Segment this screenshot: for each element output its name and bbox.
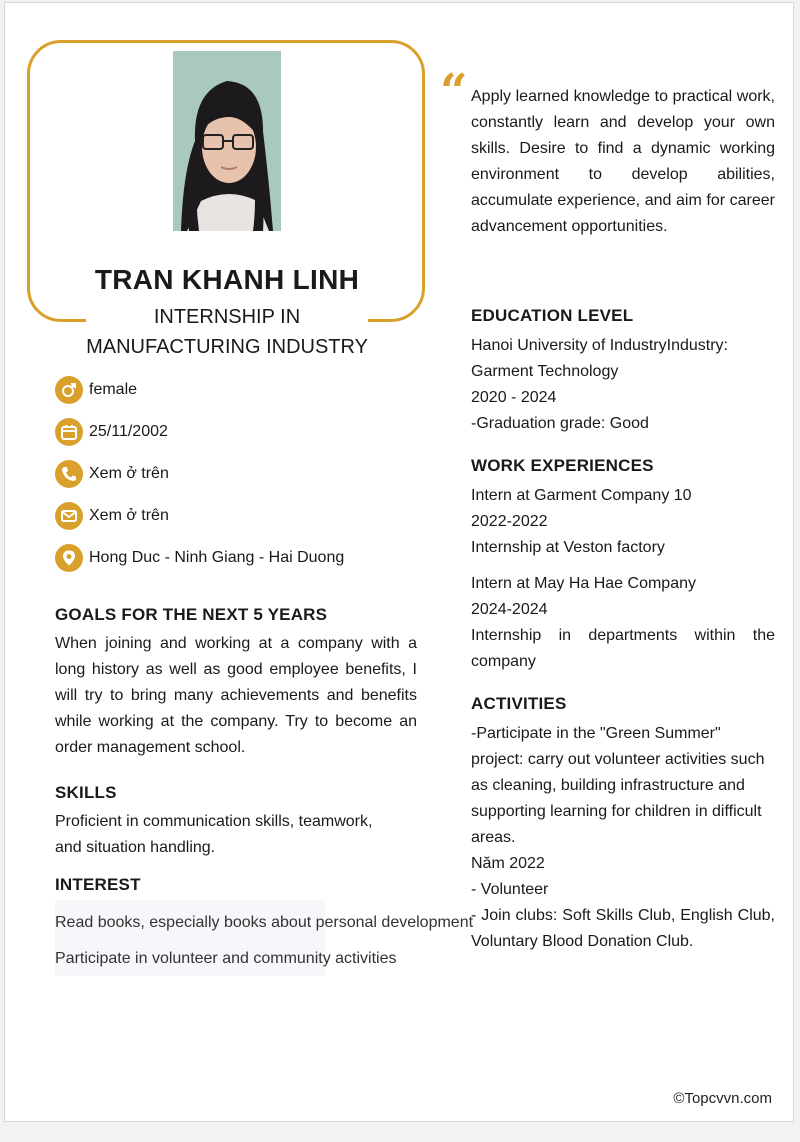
gender-value: female xyxy=(89,381,138,398)
gender-icon xyxy=(55,376,83,404)
education-grade: -Graduation grade: Good xyxy=(471,415,649,432)
activities-year: Năm 2022 xyxy=(471,855,545,872)
education-major: Garment Technology xyxy=(471,363,619,380)
activities-title: ACTIVITIES xyxy=(471,694,567,713)
activities-details xyxy=(471,721,775,955)
career-objective: Apply learned knowledge to practical work, constantly learn and develop your own skills. Desire to find a dynamic working environment to develop abilities, accumulate experience, and aim for career advancement opportunities. xyxy=(471,88,775,235)
skills-title: SKILLS xyxy=(55,783,117,802)
location-icon xyxy=(55,544,83,572)
interest-item: Participate in volunteer and community activities xyxy=(55,950,397,967)
skills-line-1: Proficient in communication skills, teamwork, xyxy=(55,813,373,830)
interest-list xyxy=(55,900,474,976)
email-icon xyxy=(55,502,83,530)
work-job-2 xyxy=(471,571,775,675)
candidate-name: TRAN KHANH LINH xyxy=(94,264,360,295)
info-row-phone xyxy=(55,459,169,489)
candidate-role xyxy=(27,302,427,362)
info-row-email xyxy=(55,501,169,531)
quote-icon: “ xyxy=(440,64,468,120)
education-title: EDUCATION LEVEL xyxy=(471,306,634,325)
info-row-address xyxy=(55,543,344,573)
email-value: Xem ở trên xyxy=(89,507,169,524)
activities-clubs: - Join clubs: Soft Skills Club, English Club, Voluntary Blood Donation Club. xyxy=(471,907,775,950)
job-position: Intern at Garment Company 10 xyxy=(471,487,692,504)
goals-title: GOALS FOR THE NEXT 5 YEARS xyxy=(55,605,328,624)
role-line-2: MANUFACTURING INDUSTRY xyxy=(86,336,368,358)
job-detail: Internship in departments within the company xyxy=(471,627,775,670)
phone-icon xyxy=(55,460,83,488)
role-line-1: INTERNSHIP IN xyxy=(153,306,301,328)
birthday-value: 25/11/2002 xyxy=(89,423,168,440)
activities-text: -Participate in the "Green Summer" project: carry out volunteer activities such as cleaning, building infrastructure and supporting learning for children in difficult areas. xyxy=(471,725,765,846)
education-school: Hanoi University of IndustryIndustry: xyxy=(471,337,728,354)
job-period: 2022-2022 xyxy=(471,513,548,530)
copyright-text: ©Topcvvn.com xyxy=(673,1090,772,1107)
skills-text xyxy=(55,809,417,861)
skills-line-2: and situation handling. xyxy=(55,839,216,856)
info-row-birthday xyxy=(55,417,168,447)
education-years: 2020 - 2024 xyxy=(471,389,557,406)
interest-title: INTEREST xyxy=(55,875,141,894)
calendar-icon xyxy=(55,418,83,446)
job-detail: Internship at Veston factory xyxy=(471,539,665,556)
goals-text: When joining and working at a company with a long history as well as good employee benefits, I will try to bring many achievements and benefits while working at the company. Try to become an order management school. xyxy=(55,635,417,756)
interest-item: Read books, especially books about personal development xyxy=(55,914,474,931)
work-title: WORK EXPERIENCES xyxy=(471,456,654,475)
job-position: Intern at May Ha Hae Company xyxy=(471,575,696,592)
work-job-1 xyxy=(471,483,775,561)
profile-photo xyxy=(173,51,281,231)
phone-value: Xem ở trên xyxy=(89,465,169,482)
address-value: Hong Duc - Ninh Giang - Hai Duong xyxy=(89,549,345,566)
education-details xyxy=(471,333,775,437)
activities-volunteer: - Volunteer xyxy=(471,881,549,898)
job-period: 2024-2024 xyxy=(471,601,548,618)
info-row-gender xyxy=(55,375,137,405)
